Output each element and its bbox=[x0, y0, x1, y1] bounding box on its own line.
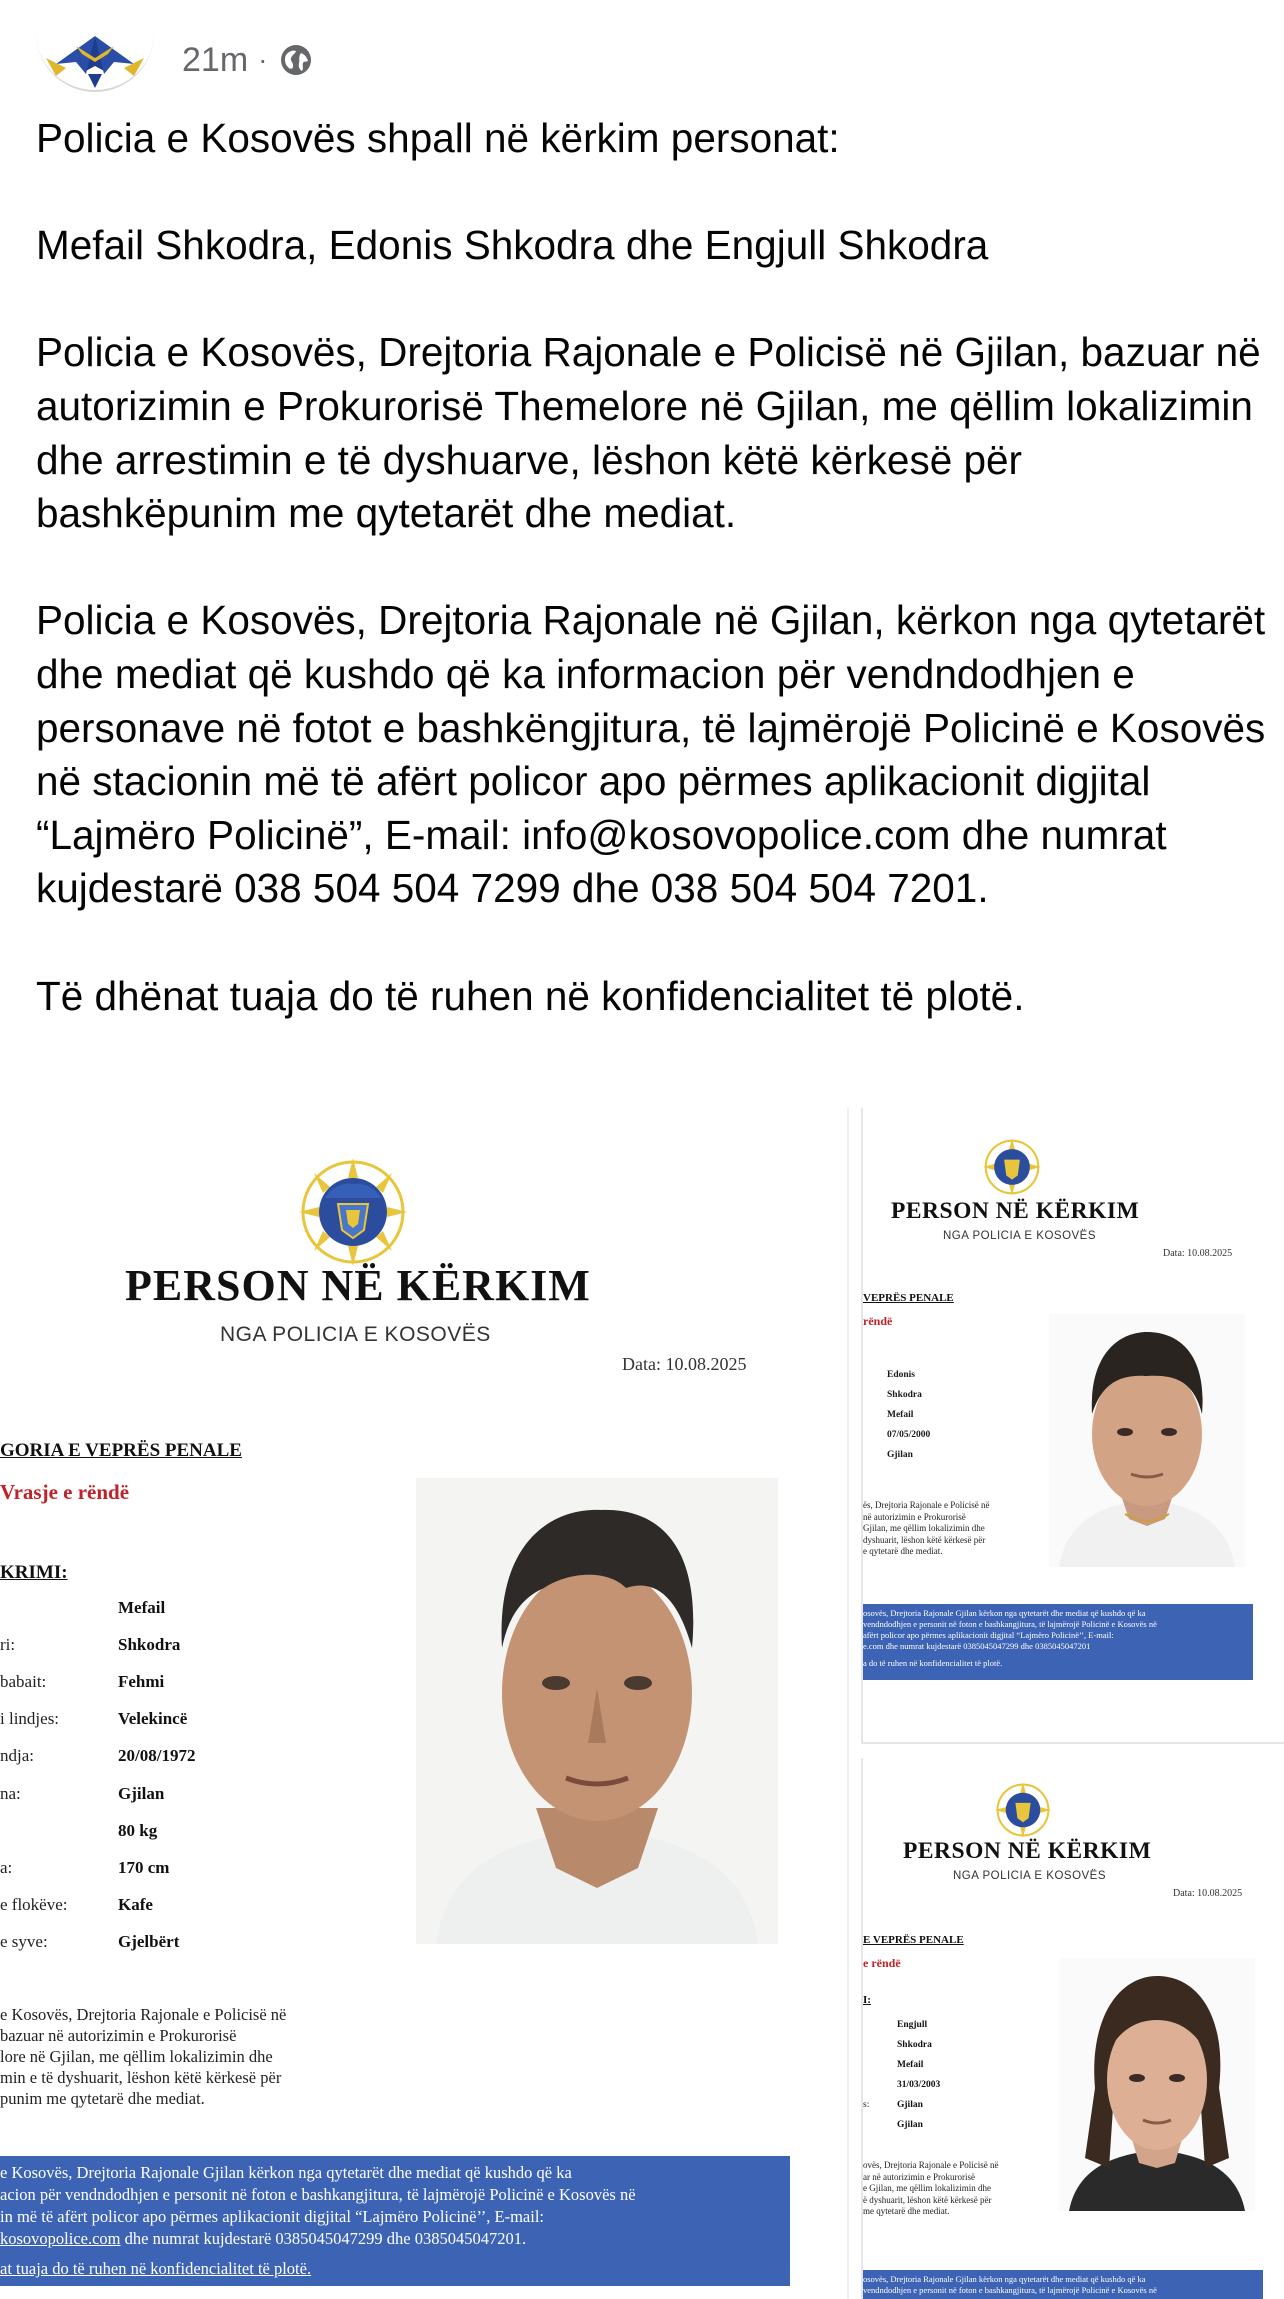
person-fields bbox=[863, 1370, 1033, 1480]
person-fields bbox=[863, 2020, 1043, 2150]
field-label: babait: bbox=[0, 1672, 47, 1691]
paragraph-line: ë dyshuarit, lëshon këtë kërkesë për bbox=[863, 2194, 992, 2205]
paragraph-line: bazuar në autorizimin e Prokurorisë bbox=[0, 2026, 237, 2045]
person-photo-icon bbox=[416, 1478, 778, 1944]
page-avatar[interactable] bbox=[36, 28, 154, 92]
paragraph-line: Gjilan, me qëllim lokalizimin dhe bbox=[863, 1523, 985, 1533]
paragraph-line: e Kosovës, Drejtoria Rajonale e Policisë në bbox=[0, 2005, 287, 2024]
box-line: in më të afërt policor apo përmes aplikacionit digjital “Lajmëro Policinë’’, E-mail: bbox=[0, 2207, 545, 2226]
paragraph-line: dyshuarit, lëshon këtë kërkesë për bbox=[863, 1534, 986, 1545]
field-value: Velekincë bbox=[118, 1709, 188, 1728]
crime-type: rëndë bbox=[863, 1314, 893, 1328]
contact-info-box bbox=[0, 2156, 790, 2286]
field-label: ndja: bbox=[0, 1746, 34, 1765]
box-line: dhe numrat kujdestarë 0385045047299 dhe 0385045047201. bbox=[120, 2229, 527, 2248]
poster-title: PERSON NË KËRKIM bbox=[903, 1838, 1152, 1864]
suspect-photo-mefail[interactable] bbox=[416, 1478, 778, 1944]
confidentiality-line: at tuaja do të ruhen në konfidencialitet të plotë. bbox=[0, 2259, 312, 2278]
paragraph-line: e qytetarë dhe mediat. bbox=[863, 1546, 943, 1556]
wanted-poster-main[interactable] bbox=[0, 1108, 849, 2299]
crime-category-header: E VEPRËS PENALE bbox=[863, 1934, 964, 1946]
post-paragraph: Policia e Kosovës, Drejtoria Rajonale në Gjilan, kërkon nga qytetarët dhe mediat që kushdo që ka informacion për vendndodhjen e personave në fotot e bashkëngjitura, të lajmërojë Policinë e Kosovës në stacionin më të afërt policor apo përmes aplikacionit digjital “Lajmëro Policinë”, E-mail: info@kosovopolice.com dhe numrat kujdestarë 038 504 504 7299 dhe 038 504 504 7201. bbox=[36, 597, 1266, 912]
post-paragraph: Mefail Shkodra, Edonis Shkodra dhe Engjull Shkodra bbox=[36, 222, 989, 269]
person-photo-icon bbox=[1049, 1314, 1245, 1567]
field-value: Shkodra bbox=[897, 2040, 932, 2050]
field-value: 80 kg bbox=[118, 1821, 158, 1840]
person-photo-icon bbox=[1059, 1958, 1255, 2211]
poster-title: PERSON NË KËRKIM bbox=[125, 1261, 591, 1310]
field-value: 31/03/2003 bbox=[897, 2080, 941, 2090]
field-label: na: bbox=[0, 1784, 21, 1803]
box-line: acion për vendndodhjen e personit në foton e bashkangjitura, të lajmërojë Policinë e Kosovës në bbox=[0, 2185, 636, 2204]
kosovo-police-logo bbox=[36, 28, 154, 92]
field-value: Engjull bbox=[897, 2020, 928, 2030]
paragraph-line: me qytetarë dhe mediat. bbox=[863, 2206, 950, 2216]
paragraph-line: ovës, Drejtoria Rajonale e Policisë në bbox=[863, 2160, 999, 2170]
box-line: vendndodhjen e personit në foton e bashkangjitura, të lajmërojë Policinë e Kosovës në bbox=[863, 2285, 1157, 2295]
contact-info-box bbox=[863, 2270, 1263, 2299]
field-value: 170 cm bbox=[118, 1858, 170, 1877]
crime-category-header: GORIA E VEPRËS PENALE bbox=[0, 1440, 242, 1461]
poster-date: Data: 10.08.2025 bbox=[1163, 1248, 1233, 1259]
confidentiality-line: a do të ruhen në konfidencialitet të plotë. bbox=[863, 1658, 1003, 1668]
crime-type: Vrasje e rëndë bbox=[0, 1480, 130, 1504]
box-line: osovës, Drejtoria Rajonale Gjilan kërkon nga qytetarët dhe mediat që kushdo që ka bbox=[863, 1608, 1146, 1618]
wanted-poster-edonis[interactable] bbox=[861, 1108, 1284, 1744]
field-value: Kafe bbox=[118, 1895, 153, 1914]
post-meta bbox=[182, 41, 315, 80]
crime-type: e rëndë bbox=[863, 1956, 901, 1970]
field-value: Mefail bbox=[887, 1410, 914, 1420]
post-paragraph: Të dhënat tuaja do të ruhen në konfidencialitet të plotë. bbox=[36, 972, 1025, 1019]
field-value: 20/08/1972 bbox=[118, 1746, 196, 1765]
poster-subtitle: NGA POLICIA E KOSOVËS bbox=[220, 1323, 491, 1346]
wanted-poster-engjull[interactable] bbox=[861, 1758, 1284, 2299]
post-body bbox=[36, 112, 1266, 1023]
paragraph-line: ës, Drejtoria Rajonale e Policisë në bbox=[863, 1500, 990, 1510]
poster-subtitle: NGA POLICIA E KOSOVËS bbox=[953, 1870, 1107, 1882]
person-details-header: I: bbox=[863, 1994, 871, 2006]
suspect-photo-engjull[interactable] bbox=[1059, 1958, 1255, 2211]
poster-date: Data: 10.08.2025 bbox=[622, 1354, 747, 1374]
field-value: Gjelbërt bbox=[118, 1932, 180, 1951]
paragraph-line: punim me qytetarë dhe mediat. bbox=[0, 2089, 205, 2108]
field-value: Edonis bbox=[887, 1370, 915, 1380]
poster-date: Data: 10.08.2025 bbox=[1173, 1888, 1243, 1899]
meta-separator: · bbox=[258, 44, 268, 75]
paragraph-line: min e të dyshuarit, lëshon këtë kërkesë për bbox=[0, 2068, 282, 2087]
contact-info-box bbox=[863, 1604, 1253, 1680]
field-label: e flokëve: bbox=[0, 1895, 68, 1914]
crime-category-header: VEPRËS PENALE bbox=[863, 1292, 954, 1304]
paragraph-line: lore në Gjilan, me qëllim lokalizimin dhe bbox=[0, 2047, 273, 2066]
field-value: Fehmi bbox=[118, 1672, 165, 1691]
police-badge-icon bbox=[294, 1158, 412, 1266]
police-badge-icon bbox=[993, 1782, 1053, 1838]
field-value: Shkodra bbox=[118, 1635, 181, 1654]
paragraph-line: ar në autorizimin e Prokurorisë bbox=[863, 2171, 975, 2182]
poster-title: PERSON NË KËRKIM bbox=[891, 1198, 1140, 1224]
field-value: Gjilan bbox=[897, 2100, 923, 2110]
field-label: ri: bbox=[0, 1635, 16, 1654]
field-value: Gjilan bbox=[887, 1450, 913, 1460]
post-paragraph: Policia e Kosovës, Drejtoria Rajonale e Policisë në Gjilan, bazuar në autorizimin e Prokurorisë Themelore në Gjilan, me qëllim lokalizimin dhe arrestimin e të dyshuarve, lëshon këtë kërkesë për bashkëpunim me qytetarët dhe mediat. bbox=[36, 329, 1261, 537]
post-paragraph: Policia e Kosovës shpall në kërkim personat: bbox=[36, 115, 840, 161]
field-value: Shkodra bbox=[887, 1390, 922, 1400]
field-label: e syve: bbox=[0, 1932, 48, 1951]
poster-paragraph bbox=[0, 2004, 352, 2109]
person-fields bbox=[0, 1598, 400, 1968]
box-line: e Kosovës, Drejtoria Rajonale Gjilan kërkon nga qytetarët dhe mediat që kushdo që ka bbox=[0, 2163, 572, 2182]
globe-icon[interactable] bbox=[277, 41, 315, 79]
police-badge-icon bbox=[981, 1138, 1043, 1196]
paragraph-line: e Gjilan, me qëllim lokalizimin dhe bbox=[863, 2183, 991, 2193]
box-line: afërt policor apo përmes aplikacionit digjital “Lajmëro Policinë’’, E-mail: bbox=[863, 1630, 1114, 1640]
poster-subtitle: NGA POLICIA E KOSOVËS bbox=[943, 1230, 1097, 1242]
field-value: Mefail bbox=[897, 2060, 924, 2070]
post-header bbox=[36, 28, 315, 92]
field-label: a: bbox=[0, 1858, 13, 1877]
person-details-header: KRIMI: bbox=[0, 1562, 68, 1583]
field-value: Mefail bbox=[118, 1598, 166, 1617]
field-label: i lindjes: bbox=[0, 1709, 60, 1728]
poster-paragraph bbox=[863, 1500, 1033, 1558]
paragraph-line: në autorizimin e Prokurorisë bbox=[863, 1511, 966, 1522]
email-link[interactable]: kosovopolice.com bbox=[0, 2229, 121, 2248]
field-value: Gjilan bbox=[118, 1784, 165, 1803]
box-line: osovës, Drejtoria Rajonale Gjilan kërkon nga qytetarët dhe mediat që kushdo që ka bbox=[863, 2274, 1146, 2284]
suspect-photo-edonis[interactable] bbox=[1049, 1314, 1245, 1567]
box-line: vendndodhjen e personit në foton e bashkangjitura, të lajmërojë Policinë e Kosovës në bbox=[863, 1619, 1157, 1629]
poster-paragraph bbox=[863, 2160, 1043, 2218]
field-value: Gjilan bbox=[897, 2120, 923, 2130]
field-value: 07/05/2000 bbox=[887, 1430, 931, 1440]
box-line: e.com dhe numrat kujdestarë 0385045047299 dhe 0385045047201 bbox=[863, 1641, 1091, 1651]
post-time[interactable]: 21m bbox=[182, 40, 249, 79]
field-label: s: bbox=[863, 2100, 870, 2110]
post-image-grid bbox=[0, 1108, 1284, 2299]
